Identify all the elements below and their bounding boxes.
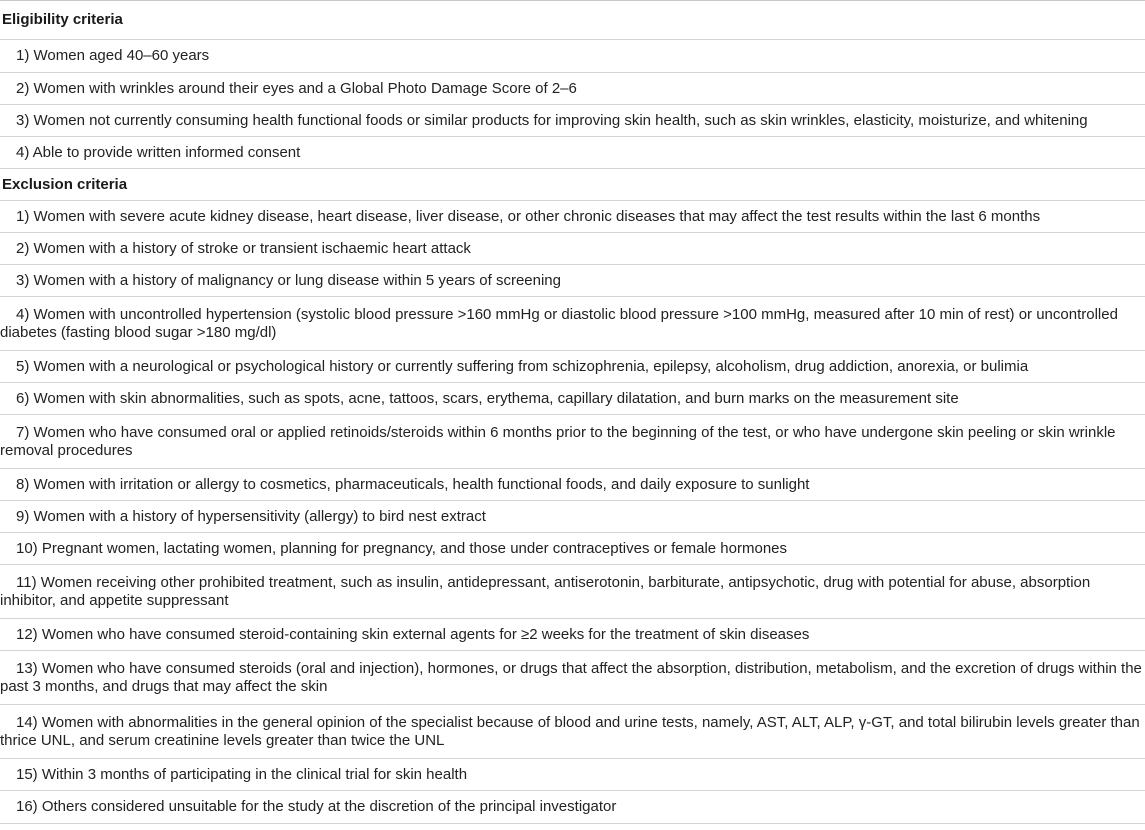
- criterion-text: 3) Women with a history of malignancy or lung disease within 5 years of screening: [16, 271, 561, 289]
- section-heading-text: Eligibility criteria: [2, 11, 123, 28]
- criterion-text: 15) Within 3 months of participating in the clinical trial for skin health: [16, 765, 468, 783]
- exclusion-item: [0, 565, 1145, 619]
- exclusion-item: [0, 533, 1145, 565]
- criterion-text: 11) Women receiving other prohibited treatment, such as insulin, antidepressant, antiserotonin, barbiturate, antipsychotic, drug with potential for abuse, absorption inhibitor, and appetite suppressant: [0, 573, 1091, 609]
- exclusion-item: [0, 651, 1145, 705]
- exclusion-criteria-heading: [0, 169, 1145, 201]
- exclusion-item: [0, 351, 1145, 383]
- exclusion-item: [0, 265, 1145, 297]
- exclusion-item: [0, 233, 1145, 265]
- exclusion-item: [0, 619, 1145, 651]
- criterion-text: 9) Women with a history of hypersensitivity (allergy) to bird nest extract: [16, 507, 486, 525]
- exclusion-item: [0, 705, 1145, 759]
- eligibility-item: [0, 137, 1145, 169]
- criterion-text: 1) Women with severe acute kidney disease, heart disease, liver disease, or other chronic diseases that may affect the test results within the last 6 months: [16, 207, 1041, 225]
- criterion-text: 1) Women aged 40–60 years: [16, 47, 210, 64]
- criterion-text: 14) Women with abnormalities in the general opinion of the specialist because of blood and urine tests, namely, AST, ALT, ALP, γ-GT, and total bilirubin levels greater than thrice UNL, and serum creatinine levels greater than twice the UNL: [0, 713, 1140, 749]
- exclusion-item: [0, 791, 1145, 824]
- criterion-text: 7) Women who have consumed oral or applied retinoids/steroids within 6 months prior to the beginning of the test, or who have undergone skin peeling or skin wrinkle removal procedures: [0, 423, 1116, 459]
- criterion-text: 2) Women with wrinkles around their eyes and a Global Photo Damage Score of 2–6: [16, 79, 577, 97]
- criterion-text: 6) Women with skin abnormalities, such as spots, acne, tattoos, scars, erythema, capillary dilatation, and burn marks on the measurement site: [16, 389, 959, 407]
- exclusion-item: [0, 501, 1145, 533]
- exclusion-item: [0, 759, 1145, 791]
- criterion-text: 3) Women not currently consuming health functional foods or similar products for improving skin health, such as skin wrinkles, elasticity, moisturize, and whitening: [16, 111, 1088, 129]
- eligibility-item: [0, 105, 1145, 137]
- criterion-text: 4) Able to provide written informed consent: [16, 143, 301, 161]
- criterion-text: 8) Women with irritation or allergy to cosmetics, pharmaceuticals, health functional foods, and daily exposure to sunlight: [16, 475, 810, 493]
- criterion-text: 16) Others considered unsuitable for the study at the discretion of the principal investigator: [16, 798, 617, 815]
- exclusion-item: [0, 469, 1145, 501]
- eligibility-item: [0, 40, 1145, 73]
- exclusion-item: [0, 297, 1145, 351]
- criterion-text: 5) Women with a neurological or psychological history or currently suffering from schizophrenia, epilepsy, alcoholism, drug addiction, anorexia, or bulimia: [16, 357, 1029, 375]
- section-heading-text: Exclusion criteria: [2, 175, 128, 193]
- criterion-text: 4) Women with uncontrolled hypertension (systolic blood pressure >160 mmHg or diastolic blood pressure >100 mmHg, measured after 10 min of rest) or uncontrolled diabetes (fasting blood sugar >180 mg/dl): [0, 305, 1118, 341]
- criterion-text: 13) Women who have consumed steroids (oral and injection), hormones, or drugs that affect the absorption, distribution, metabolism, and the excretion of drugs within the past 3 months, and drugs that may affect the skin: [0, 659, 1142, 695]
- eligibility-item: [0, 73, 1145, 105]
- criterion-text: 10) Pregnant women, lactating women, planning for pregnancy, and those under contraceptives or female hormones: [16, 539, 788, 557]
- criterion-text: 2) Women with a history of stroke or transient ischaemic heart attack: [16, 239, 471, 257]
- exclusion-item: [0, 383, 1145, 415]
- criterion-text: 12) Women who have consumed steroid-containing skin external agents for ≥2 weeks for the treatment of skin diseases: [16, 625, 810, 643]
- exclusion-item: [0, 415, 1145, 469]
- eligibility-criteria-heading: [0, 1, 1145, 40]
- exclusion-item: [0, 201, 1145, 233]
